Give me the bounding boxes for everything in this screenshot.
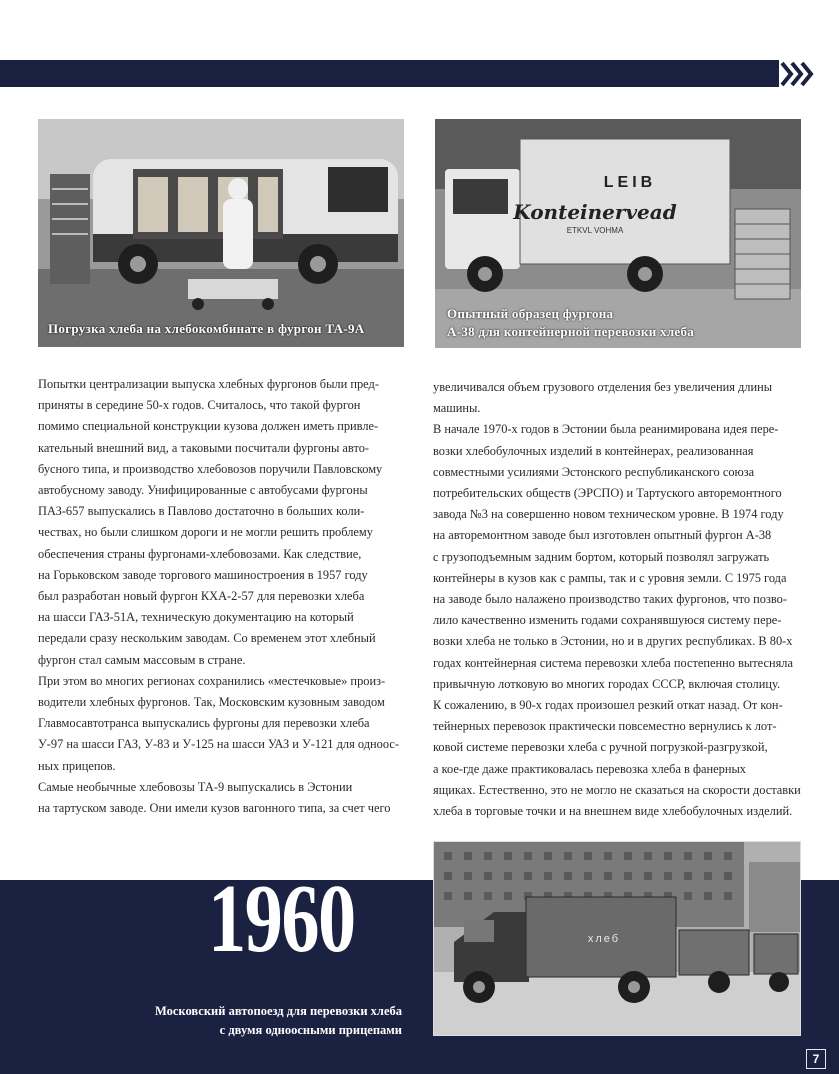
text-line: годах контейнерная система перевозки хлеба постепенно вытесняла <box>433 655 793 670</box>
van-text-konteinervead: Konteinervead <box>513 200 677 224</box>
footer-caption-line-2: с двумя одноосными прицепами <box>219 1023 402 1037</box>
right-text-column <box>433 377 803 822</box>
photo-caption-bus-van: Погрузка хлеба на хлебокомбинате в фургон ТА-9А <box>48 321 365 336</box>
chevron-right-icon <box>778 58 818 90</box>
header-band <box>0 60 779 87</box>
text-line: был разработан новый фургон КХА-2-57 для перевозки хлеба <box>38 589 365 604</box>
text-line: Главмосавтотранса выпускались фургоны для перевозки хлеба <box>38 716 370 731</box>
text-line: тейнерных перевозок практически повсеместно вернулись к лот- <box>433 719 777 734</box>
footer-caption-line-1: Московский автопоезд для перевозки хлеба <box>154 1004 402 1018</box>
text-line: контейнеры в кузов как с рампы, так и с уровня земли. С 1975 года <box>433 570 787 585</box>
footer-caption <box>120 1002 402 1040</box>
text-line: потребительских обществ (ЭРСПО) и Тартуского авторемонтного <box>433 486 782 501</box>
text-line: завода №3 на совершенно новом техническом уровне. В 1974 году <box>433 507 784 522</box>
text-line: водители хлебных фургонов. Так, Московским кузовным заводом <box>38 695 385 710</box>
left-text-column <box>38 374 408 819</box>
text-line: хлеба в торговые точки и на внешнем виде хлебобулочных изделий. <box>433 804 793 819</box>
photo-caption-container-van-2: А-38 для контейнерной перевозки хлеба <box>447 324 695 339</box>
photo-moscow-road-train <box>433 841 801 1036</box>
text-line: возки хлеба не только в Эстонии, но и в других республиках. В 80-х <box>433 634 793 649</box>
text-line: а кое-где даже практиковалась перевозка хлеба в фанерных <box>433 761 747 776</box>
truck-text-khleb: хлеб <box>587 933 621 945</box>
text-line: обеспечения страны фургонами-хлебовозами. Как следствие, <box>38 546 362 561</box>
text-line: В начале 1970-х годов в Эстонии была реанимирована идея пере- <box>433 422 779 437</box>
text-line: машины. <box>433 401 481 416</box>
text-line: кательный внешний вид, а таковыми посчитали фургоны авто- <box>38 440 370 455</box>
text-line: на Горьковском заводе торгового машиностроения в 1957 году <box>38 567 368 582</box>
text-line: на заводе было налажено производство таких фургонов, что позво- <box>433 592 787 607</box>
text-line: на авторемонтном заводе был изготовлен опытный фургон А-38 <box>433 528 772 543</box>
text-line: помимо специальной конструкции кузова должен иметь привле- <box>38 419 379 434</box>
text-line: У-97 на шасси ГАЗ, У-83 и У-125 на шасси УАЗ и У-121 для одноос- <box>38 737 399 752</box>
text-line: Попытки централизации выпуска хлебных фургонов были пред- <box>38 377 379 391</box>
text-line: лило качественно изменить годами сохранявшуюся систему пере- <box>433 613 782 628</box>
text-line: привычную лотковую во многих городах СССР, включая столицу. <box>433 676 781 691</box>
van-text-leib: LEIB <box>603 174 657 191</box>
text-line: фургон стал самым массовым в стране. <box>38 652 246 667</box>
photo-bus-van-loading <box>38 119 404 347</box>
text-line: Самые необычные хлебовозы ТА-9 выпускались в Эстонии <box>38 779 353 794</box>
text-line: приняты в середине 50-х годов. Считалось, что такой фургон <box>38 398 361 413</box>
text-line: ПАЗ-657 выпускались в Павлово достаточно в больших коли- <box>38 504 365 519</box>
text-line: бусного типа, и производство хлебовозов поручили Павловскому <box>38 461 383 476</box>
text-line: При этом во многих регионах сохранились «местечковые» произ- <box>38 673 386 688</box>
text-line: ковой системе перевозки хлеба с ручной погрузкой-разгрузкой, <box>433 740 768 755</box>
text-line: совместными усилиями Эстонского республиканского союза <box>433 464 755 479</box>
text-line: чествах, но были слишком дороги и не могли решить проблему <box>38 525 373 540</box>
feature-year: 1960 <box>208 865 355 973</box>
text-line: передали сразу нескольким заводам. Со временем этот хлебный <box>38 631 376 646</box>
van-text-etkvl: ETKVL VOHMA <box>566 226 624 235</box>
text-line: К сожалению, в 90-х годах произошел резкий откат назад. От кон- <box>433 698 783 713</box>
text-line: ящиках. Естественно, это не могло не сказаться на скорости доставки <box>433 782 801 797</box>
photo-caption-container-van-1: Опытный образец фургона <box>447 306 614 321</box>
text-line: с грузоподъемным задним бортом, который позволял загружать <box>433 549 770 564</box>
text-line: возки хлебобулочных изделий в контейнерах, реализованная <box>433 443 754 458</box>
text-line: на шасси ГАЗ-51А, техническую документацию на который <box>38 610 354 625</box>
text-line: ных прицепов. <box>38 758 116 773</box>
text-line: автобусному заводу. Унифицированные с автобусами фургоны <box>38 483 368 498</box>
text-line: на тартуском заводе. Они имели кузов вагонного типа, за счет чего <box>38 801 391 816</box>
text-line: увеличивался объем грузового отделения без увеличения длины <box>433 380 773 394</box>
page-number: 7 <box>806 1049 826 1069</box>
